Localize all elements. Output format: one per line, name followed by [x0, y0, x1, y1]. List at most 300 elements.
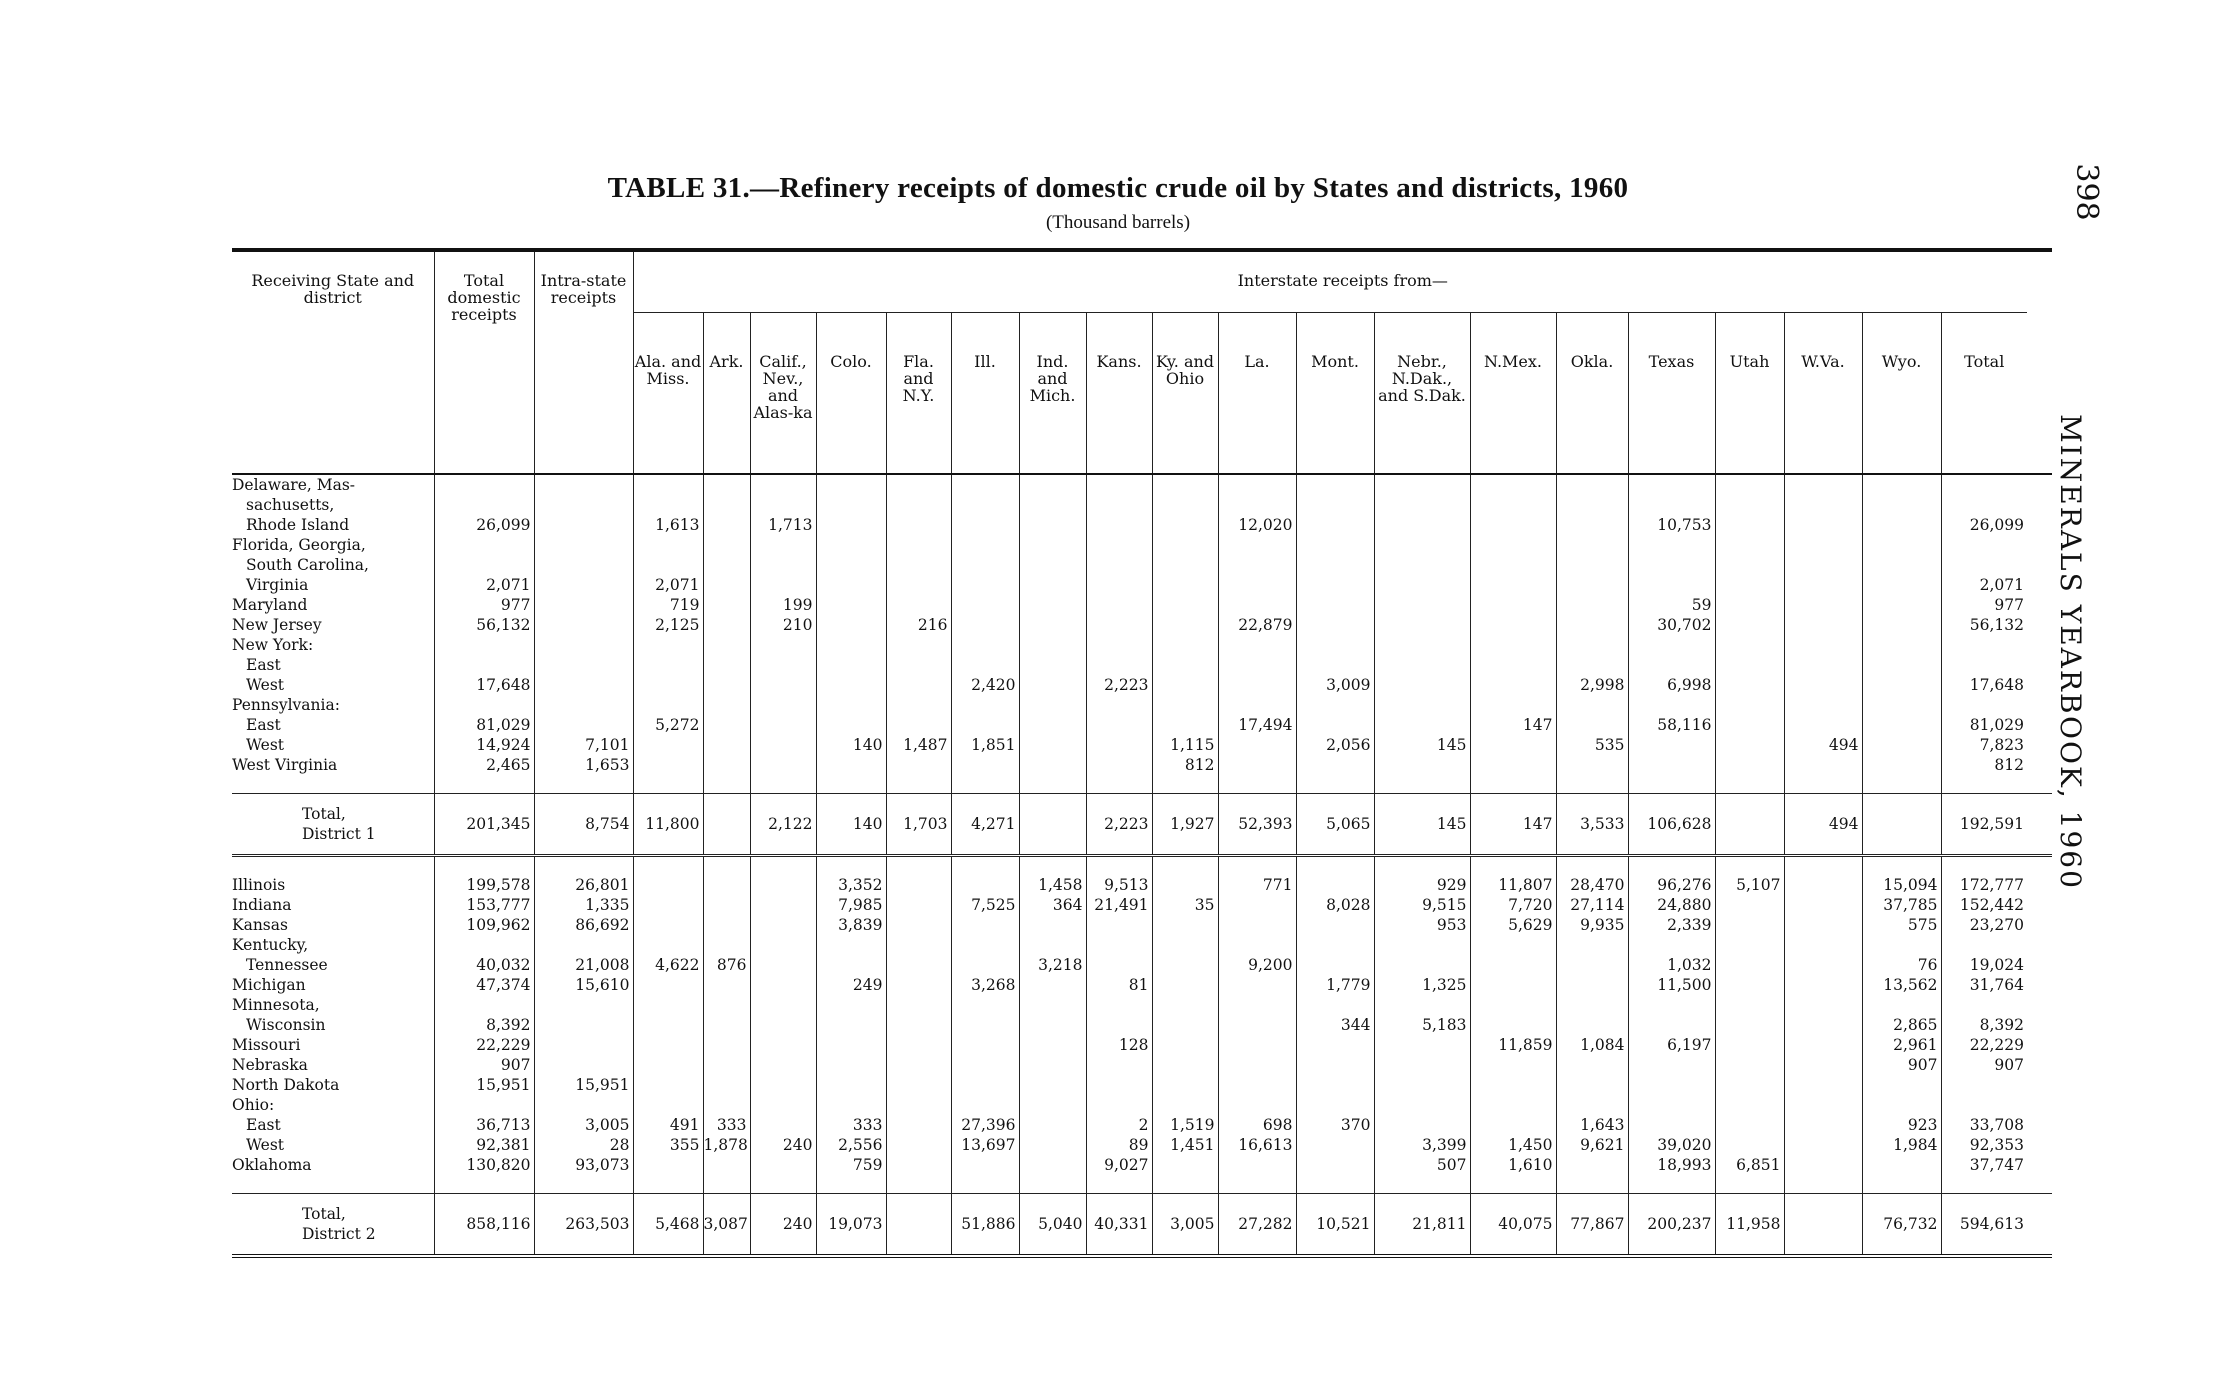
table-cell: 12,020: [1218, 515, 1296, 535]
table-cell: [1556, 615, 1628, 635]
table-cell: [1218, 635, 1296, 655]
table-cell: [1218, 495, 1296, 515]
table-cell: [1784, 1035, 1862, 1055]
table-cell: [1628, 555, 1715, 575]
table-cell: 594,613: [1941, 1194, 2027, 1257]
table-cell: [434, 555, 534, 575]
table-cell: [1086, 1055, 1152, 1075]
table-row: [232, 915, 2052, 935]
table-cell: [1470, 1175, 1556, 1194]
table-cell: [1019, 1095, 1086, 1115]
table-cell: [1628, 695, 1715, 715]
table-cell: [1628, 775, 1715, 794]
table-cell: [1470, 515, 1556, 535]
table-cell: [1152, 1035, 1218, 1055]
row-label: Delaware, Mas-: [232, 476, 356, 494]
table-cell: 2,865: [1862, 1015, 1941, 1035]
table-cell: [816, 555, 886, 575]
table-cell: [1152, 595, 1218, 615]
table-cell: 145: [1374, 735, 1470, 755]
table-cell: [1715, 635, 1784, 655]
table-cell: 15,951: [534, 1075, 633, 1095]
table-cell: [703, 575, 750, 595]
table-cell: [750, 856, 816, 876]
table-row: [232, 555, 2052, 575]
table-cell: [1941, 775, 2027, 794]
table-cell: 86,692: [534, 915, 633, 935]
table-cell: [750, 715, 816, 735]
table-cell: [750, 975, 816, 995]
table-cell: [750, 735, 816, 755]
table-cell: 199: [750, 595, 816, 615]
table-cell: [1218, 1055, 1296, 1075]
table-cell: [750, 1175, 816, 1194]
table-cell: 6,998: [1628, 675, 1715, 695]
table-cell: [886, 1135, 951, 1155]
table-cell: [633, 1075, 703, 1095]
row-label: North Dakota: [232, 1076, 340, 1094]
table-cell: [434, 655, 534, 675]
table-cell: [1019, 735, 1086, 755]
table-cell: [886, 915, 951, 935]
table-cell: [1019, 595, 1086, 615]
table-cell: [886, 715, 951, 735]
table-cell: [633, 1095, 703, 1115]
table-cell: [1086, 1175, 1152, 1194]
table-cell: [534, 635, 633, 655]
table-cell: 9,200: [1218, 955, 1296, 975]
table-cell: [886, 1095, 951, 1115]
table-cell: [1715, 695, 1784, 715]
stub-header: Receiving State and district: [251, 271, 415, 307]
column-header: Total: [1941, 313, 2027, 475]
table-row: [232, 615, 2052, 635]
table-cell: [1019, 935, 1086, 955]
table-cell: 153,777: [434, 895, 534, 915]
table-cell: [1086, 1075, 1152, 1095]
table-cell: [534, 1095, 633, 1115]
table-cell: [1086, 935, 1152, 955]
table-cell: [1941, 1095, 2027, 1115]
table-cell: [1152, 715, 1218, 735]
table-cell: [1715, 735, 1784, 755]
table-cell: [1086, 1015, 1152, 1035]
table-cell: 96,276: [1628, 875, 1715, 895]
table-cell: [1556, 715, 1628, 735]
table-cell: [951, 1055, 1019, 1075]
table-cell: 494: [1784, 794, 1862, 856]
table-cell: [951, 856, 1019, 876]
table-cell: 907: [1941, 1055, 2027, 1075]
table-cell: 2,056: [1296, 735, 1374, 755]
table-cell: 812: [1941, 755, 2027, 775]
table-cell: 2,961: [1862, 1035, 1941, 1055]
row-label: New York:: [232, 636, 314, 654]
table-cell: [1152, 615, 1218, 635]
table-cell: [1862, 695, 1941, 715]
table-cell: [816, 695, 886, 715]
table-cell: 1,115: [1152, 735, 1218, 755]
table-cell: 344: [1296, 1015, 1374, 1035]
table-cell: [750, 775, 816, 794]
table-cell: 5,468: [633, 1194, 703, 1257]
table-row: [232, 935, 2052, 955]
table-cell: [1628, 755, 1715, 775]
table-cell: [703, 935, 750, 955]
table-cell: [1019, 515, 1086, 535]
table-cell: [1862, 1155, 1941, 1175]
table-cell: [1715, 1015, 1784, 1035]
table-cell: [1296, 535, 1374, 555]
table-cell: [1019, 775, 1086, 794]
table-cell: [951, 955, 1019, 975]
table-cell: [1784, 1155, 1862, 1175]
table-cell: [951, 595, 1019, 615]
table-cell: [1862, 474, 1941, 495]
row-label: Tennessee: [246, 956, 328, 974]
table-cell: 4,622: [633, 955, 703, 975]
table-cell: [1374, 715, 1470, 735]
table-cell: [1019, 535, 1086, 555]
table-cell: 200,237: [1628, 1194, 1715, 1257]
table-cell: [1152, 875, 1218, 895]
table-cell: [1556, 975, 1628, 995]
table-cell: [886, 635, 951, 655]
table-cell: [703, 755, 750, 775]
table-cell: [816, 755, 886, 775]
table-cell: 1,610: [1470, 1155, 1556, 1175]
table-cell: [951, 875, 1019, 895]
row-label: Kentucky,: [232, 936, 309, 954]
table-row: [232, 1095, 2052, 1115]
table-cell: 130,820: [434, 1155, 534, 1175]
table-cell: [1019, 1175, 1086, 1194]
table-cell: [1784, 1095, 1862, 1115]
table-cell: 13,562: [1862, 975, 1941, 995]
table-cell: [1715, 1035, 1784, 1055]
table-cell: [1019, 655, 1086, 675]
table-cell: [703, 555, 750, 575]
row-label: [232, 775, 434, 794]
table-cell: [1470, 595, 1556, 615]
table-cell: [1374, 615, 1470, 635]
table-cell: [1556, 1055, 1628, 1075]
table-cell: [1152, 1095, 1218, 1115]
table-cell: [1296, 495, 1374, 515]
table-cell: 876: [703, 955, 750, 975]
table-cell: 355: [633, 1135, 703, 1155]
table-cell: [1628, 1175, 1715, 1194]
table-cell: 147: [1470, 794, 1556, 856]
table-cell: 58,116: [1628, 715, 1715, 735]
table-cell: [1862, 715, 1941, 735]
table-cell: [633, 1015, 703, 1035]
table-cell: [1086, 735, 1152, 755]
table-cell: [1218, 1155, 1296, 1175]
table-cell: [633, 995, 703, 1015]
table-cell: [1218, 695, 1296, 715]
table-cell: [1715, 895, 1784, 915]
table-cell: [816, 1055, 886, 1075]
table-cell: [1628, 535, 1715, 555]
table-cell: 2,339: [1628, 915, 1715, 935]
table-cell: [951, 1035, 1019, 1055]
row-label: Virginia: [246, 576, 309, 594]
table-cell: [1296, 1075, 1374, 1095]
table-cell: [1152, 915, 1218, 935]
table-cell: [703, 474, 750, 495]
table-cell: [1784, 775, 1862, 794]
table-cell: [886, 495, 951, 515]
column-header: Kans.: [1086, 313, 1152, 475]
table-cell: [1784, 675, 1862, 695]
table-cell: [1784, 655, 1862, 675]
table-cell: 535: [1556, 735, 1628, 755]
table-cell: 364: [1019, 895, 1086, 915]
table-cell: [1628, 474, 1715, 495]
table-cell: [886, 575, 951, 595]
spacer-row: [232, 1175, 2052, 1194]
table-cell: 9,027: [1086, 1155, 1152, 1175]
table-cell: [1470, 856, 1556, 876]
table-cell: [1556, 575, 1628, 595]
table-cell: 11,500: [1628, 975, 1715, 995]
table-cell: [1086, 595, 1152, 615]
table-cell: [1470, 695, 1556, 715]
table-cell: [703, 1075, 750, 1095]
table-cell: [633, 1155, 703, 1175]
table-cell: 3,005: [534, 1115, 633, 1135]
table-cell: [1218, 535, 1296, 555]
table-cell: [1715, 1115, 1784, 1135]
table-cell: [1152, 474, 1218, 495]
table-cell: [633, 735, 703, 755]
table-cell: [1296, 875, 1374, 895]
row-label: East: [246, 656, 281, 674]
row-label: West: [246, 1136, 285, 1154]
table-cell: [1218, 675, 1296, 695]
table-cell: [1218, 1075, 1296, 1095]
table-cell: [633, 535, 703, 555]
table-cell: [1374, 856, 1470, 876]
table-cell: [1152, 515, 1218, 535]
table-cell: [1941, 1175, 2027, 1194]
table-cell: [703, 1015, 750, 1035]
table-cell: [1784, 615, 1862, 635]
table-cell: 3,087: [703, 1194, 750, 1257]
table-cell: [1715, 535, 1784, 555]
table-cell: 21,008: [534, 955, 633, 975]
table-cell: [886, 775, 951, 794]
table-cell: 15,094: [1862, 875, 1941, 895]
running-head: MINERALS YEARBOOK, 1960: [2054, 414, 2087, 890]
table-cell: [750, 655, 816, 675]
table-cell: [750, 955, 816, 975]
table-cell: [1784, 575, 1862, 595]
table-cell: [1086, 1095, 1152, 1115]
table-cell: 923: [1862, 1115, 1941, 1135]
table-cell: [1628, 575, 1715, 595]
table-cell: [1152, 856, 1218, 876]
table-cell: 56,132: [1941, 615, 2027, 635]
table-cell: [1296, 1175, 1374, 1194]
table-cell: [1715, 575, 1784, 595]
table-cell: 81,029: [1941, 715, 2027, 735]
table-cell: 128: [1086, 1035, 1152, 1055]
table-cell: [1019, 555, 1086, 575]
table-cell: [750, 875, 816, 895]
table-cell: [1374, 955, 1470, 975]
table-cell: 56,132: [434, 615, 534, 635]
table-cell: [1374, 755, 1470, 775]
table-cell: 1,519: [1152, 1115, 1218, 1135]
table-cell: [951, 715, 1019, 735]
table-cell: [1019, 995, 1086, 1015]
table-cell: 26,099: [1941, 515, 2027, 535]
table-cell: [1862, 794, 1941, 856]
table-cell: [1556, 1155, 1628, 1175]
table-cell: [703, 1175, 750, 1194]
table-cell: [534, 995, 633, 1015]
table-cell: [816, 615, 886, 635]
table-cell: [1784, 955, 1862, 975]
table-cell: [633, 695, 703, 715]
table-cell: [886, 895, 951, 915]
table-cell: [886, 1035, 951, 1055]
table-cell: 1,703: [886, 794, 951, 856]
table-cell: [1784, 715, 1862, 735]
table-cell: [886, 975, 951, 995]
table-row: [232, 1115, 2052, 1135]
table-cell: [1218, 915, 1296, 935]
table-cell: [1086, 695, 1152, 715]
table-cell: [1470, 1115, 1556, 1135]
table-cell: [951, 1175, 1019, 1194]
table-cell: [703, 695, 750, 715]
table-cell: 1,450: [1470, 1135, 1556, 1155]
table-cell: [1374, 935, 1470, 955]
table-cell: 494: [1784, 735, 1862, 755]
table-cell: [816, 595, 886, 615]
table-cell: [1374, 1175, 1470, 1194]
table-cell: [1715, 915, 1784, 935]
table-cell: [1086, 495, 1152, 515]
table-cell: [750, 555, 816, 575]
table-cell: 3,839: [816, 915, 886, 935]
table-cell: [1374, 555, 1470, 575]
table-cell: 977: [434, 595, 534, 615]
table-cell: [434, 775, 534, 794]
table-cell: [1086, 535, 1152, 555]
table-cell: [1784, 1015, 1862, 1035]
table-cell: [434, 695, 534, 715]
table-cell: [750, 1115, 816, 1135]
table-cell: 507: [1374, 1155, 1470, 1175]
table-cell: 76,732: [1862, 1194, 1941, 1257]
table-cell: [816, 474, 886, 495]
table-cell: [534, 495, 633, 515]
table-cell: [1784, 1175, 1862, 1194]
table-cell: [951, 1155, 1019, 1175]
table-cell: [1152, 955, 1218, 975]
table-cell: [703, 1035, 750, 1055]
table-cell: 33,708: [1941, 1115, 2027, 1135]
table-cell: [534, 535, 633, 555]
table-cell: [1470, 575, 1556, 595]
table-cell: [703, 675, 750, 695]
table-row: [232, 515, 2052, 535]
table-cell: 3,352: [816, 875, 886, 895]
table-cell: [886, 655, 951, 675]
table-cell: [816, 535, 886, 555]
table-cell: [1784, 975, 1862, 995]
table-cell: 37,747: [1941, 1155, 2027, 1175]
table-cell: [1862, 935, 1941, 955]
table-cell: 51,886: [951, 1194, 1019, 1257]
table-cell: [1470, 995, 1556, 1015]
table-cell: 2,071: [1941, 575, 2027, 595]
table-cell: [1556, 775, 1628, 794]
table-cell: [1862, 755, 1941, 775]
table-cell: 4,271: [951, 794, 1019, 856]
table-cell: [1784, 875, 1862, 895]
table-cell: [1628, 735, 1715, 755]
table-cell: [886, 1115, 951, 1135]
table-row: [232, 695, 2052, 715]
table-cell: [1019, 495, 1086, 515]
group-header: Interstate receipts from—: [633, 250, 2052, 313]
table-cell: 216: [886, 615, 951, 635]
table-cell: 8,392: [1941, 1015, 2027, 1035]
table-cell: [633, 474, 703, 495]
table-cell: 11,958: [1715, 1194, 1784, 1257]
table-cell: [1019, 1055, 1086, 1075]
table-cell: 17,648: [1941, 675, 2027, 695]
table-cell: 30,702: [1628, 615, 1715, 635]
table-row: [232, 1055, 2052, 1075]
table-cell: [1218, 856, 1296, 876]
table-cell: 5,107: [1715, 875, 1784, 895]
table-cell: [1941, 935, 2027, 955]
table-cell: 1,927: [1152, 794, 1218, 856]
table-cell: 3,399: [1374, 1135, 1470, 1155]
table-cell: [750, 495, 816, 515]
table-cell: 2,071: [633, 575, 703, 595]
column-header: N.Mex.: [1470, 313, 1556, 475]
table-cell: 26,099: [434, 515, 534, 535]
table-cell: [1784, 695, 1862, 715]
table-cell: [1556, 1095, 1628, 1115]
table-cell: [1941, 856, 2027, 876]
table-cell: [1470, 1015, 1556, 1035]
table-cell: [1152, 675, 1218, 695]
table-cell: [1152, 1175, 1218, 1194]
table-cell: [750, 695, 816, 715]
table-cell: [633, 675, 703, 695]
table-cell: [434, 1175, 534, 1194]
column-header: Calif., Nev., and Alas-ka: [750, 313, 816, 475]
table-cell: [951, 615, 1019, 635]
table-cell: [1628, 1115, 1715, 1135]
table-cell: 24,880: [1628, 895, 1715, 915]
table-cell: [1019, 695, 1086, 715]
table-cell: 858,116: [434, 1194, 534, 1257]
table-cell: 17,648: [434, 675, 534, 695]
table-cell: [1784, 1055, 1862, 1075]
table-row: [232, 995, 2052, 1015]
table-cell: [703, 1155, 750, 1175]
table-cell: [1784, 1194, 1862, 1257]
